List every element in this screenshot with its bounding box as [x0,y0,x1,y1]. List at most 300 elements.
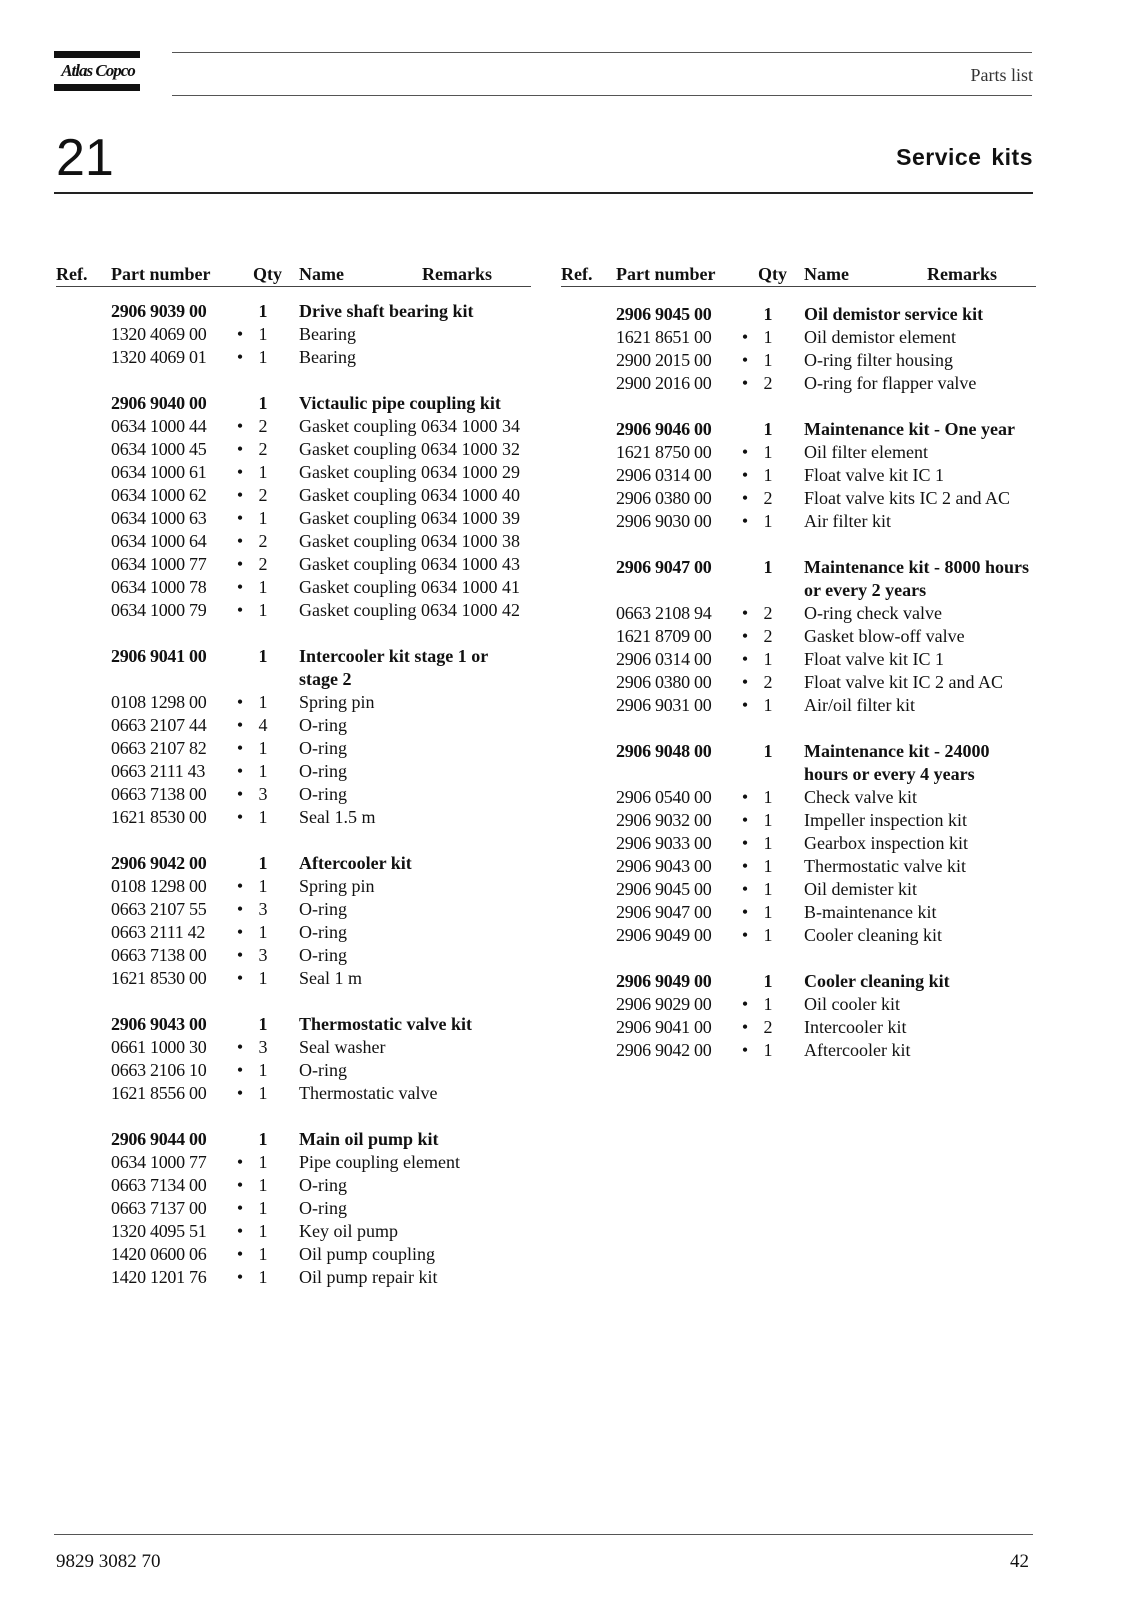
quantity: 1 [763,695,773,715]
header-remarks: Remarks [927,264,997,284]
part-number: 0663 2107 82 [111,738,207,758]
part-number: 2906 9032 00 [616,810,712,830]
kit-part-number: 2906 9045 00 [616,304,712,324]
part-name: Pipe coupling element [299,1152,460,1172]
part-number: 2900 2015 00 [616,350,712,370]
kit-header-row [56,1128,531,1151]
header-ref: Ref. [56,264,88,284]
part-name: Float valve kits IC 2 and AC [804,488,1010,508]
part-number: 2906 9049 00 [616,925,712,945]
kit-name: Maintenance kit - One year [804,419,1015,439]
part-name: Spring pin [299,876,375,896]
quantity: 1 [763,465,773,485]
part-number: 1420 1201 76 [111,1267,207,1287]
table-row [561,1016,1036,1039]
quantity: 1 [258,1152,268,1172]
part-name: Gasket coupling 0634 1000 39 [299,508,520,528]
kit-part-number: 2906 9044 00 [111,1129,207,1149]
kit-qty: 1 [258,646,268,666]
logo-bar-bottom [54,84,140,91]
bullet-icon: • [236,324,244,344]
part-name: Aftercooler kit [804,1040,911,1060]
quantity: 4 [258,715,268,735]
table-row [56,783,531,806]
bullet-icon: • [236,554,244,574]
logo-text: Atlas Copco [61,61,135,80]
part-name: O-ring [299,738,347,758]
part-name: Spring pin [299,692,375,712]
table-row [561,878,1036,901]
bullet-icon: • [236,1037,244,1057]
bullet-icon: • [741,695,749,715]
quantity: 2 [258,416,268,436]
table-row [561,1039,1036,1062]
part-name: O-ring [299,1060,347,1080]
quantity: 2 [258,485,268,505]
bullet-icon: • [236,807,244,827]
bullet-icon: • [236,577,244,597]
part-number: 2906 9042 00 [616,1040,712,1060]
quantity: 1 [258,1060,268,1080]
quantity: 1 [258,692,268,712]
part-number: 0634 1000 44 [111,416,207,436]
part-number: 0634 1000 77 [111,1152,207,1172]
table-header [561,262,1036,287]
quantity: 1 [258,600,268,620]
bullet-icon: • [236,784,244,804]
part-number: 2900 2016 00 [616,373,712,393]
kit-name: Maintenance kit - 8000 hours or every 2 years [804,557,1029,600]
bullet-icon: • [236,439,244,459]
parts-table-left [56,262,531,1312]
part-name: O-ring [299,784,347,804]
kit-group [56,300,531,369]
part-name: Key oil pump [299,1221,398,1241]
part-name: Gasket coupling 0634 1000 38 [299,531,520,551]
part-name: O-ring [299,1198,347,1218]
kit-list-left [56,300,531,1289]
kit-name: Oil demistor service kit [804,304,984,324]
part-number: 1320 4069 00 [111,324,207,344]
table-row [56,1174,531,1197]
title-rule [54,192,1033,194]
table-row [56,737,531,760]
section-label: Parts list [970,65,1033,85]
kit-qty: 1 [258,1129,268,1149]
bullet-icon: • [741,442,749,462]
table-row [56,1082,531,1105]
bullet-icon: • [741,603,749,623]
part-number: 0108 1298 00 [111,876,207,896]
kit-qty: 1 [258,853,268,873]
bullet-icon: • [741,511,749,531]
quantity: 1 [763,787,773,807]
kit-header-row [561,970,1036,993]
kit-part-number: 2906 9047 00 [616,557,712,577]
table-row [56,576,531,599]
part-name: Oil demistor element [804,327,956,347]
table-row [56,714,531,737]
table-row [56,760,531,783]
quantity: 1 [258,508,268,528]
bullet-icon: • [236,715,244,735]
part-name: Gearbox inspection kit [804,833,968,853]
table-row [56,875,531,898]
part-name: Gasket coupling 0634 1000 32 [299,439,520,459]
part-name: O-ring filter housing [804,350,953,370]
table-row [561,694,1036,717]
header-remarks: Remarks [422,264,492,284]
bullet-icon: • [741,787,749,807]
table-row [56,806,531,829]
kit-name: Aftercooler kit [299,853,412,873]
bullet-icon: • [741,649,749,669]
part-number: 2906 9043 00 [616,856,712,876]
bullet-icon: • [741,994,749,1014]
quantity: 2 [763,672,773,692]
table-row [56,1151,531,1174]
kit-part-number: 2906 9040 00 [111,393,207,413]
bullet-icon: • [741,1017,749,1037]
part-number: 0634 1000 64 [111,531,207,551]
bullet-icon: • [236,531,244,551]
table-row [56,1220,531,1243]
kit-part-number: 2906 9046 00 [616,419,712,439]
part-number: 1621 8651 00 [616,327,712,347]
part-number: 0634 1000 61 [111,462,207,482]
table-row [561,602,1036,625]
kit-qty: 1 [763,557,773,577]
table-row [56,1243,531,1266]
kit-part-number: 2906 9049 00 [616,971,712,991]
part-name: Cooler cleaning kit [804,925,942,945]
part-name: Oil cooler kit [804,994,900,1014]
chapter-title: Service kits [896,144,1033,170]
footer-rule [54,1534,1033,1535]
bullet-icon: • [236,738,244,758]
table-row [561,648,1036,671]
table-row [56,1197,531,1220]
table-row [561,464,1036,487]
kit-group [56,1128,531,1289]
kit-qty: 1 [258,301,268,321]
part-name: Float valve kit IC 1 [804,465,944,485]
table-row [561,855,1036,878]
kit-part-number: 2906 9048 00 [616,741,712,761]
part-name: O-ring [299,1175,347,1195]
part-number: 2906 9047 00 [616,902,712,922]
part-name: O-ring check valve [804,603,942,623]
part-number: 2906 9041 00 [616,1017,712,1037]
table-row [561,993,1036,1016]
part-number: 0634 1000 77 [111,554,207,574]
part-name: Float valve kit IC 1 [804,649,944,669]
bullet-icon: • [741,672,749,692]
table-row [56,415,531,438]
kit-name: Cooler cleaning kit [804,971,950,991]
kit-group [561,556,1036,717]
table-row [56,1059,531,1082]
part-number: 1621 8530 00 [111,968,207,988]
bullet-icon: • [741,925,749,945]
part-name: Air/oil filter kit [804,695,915,715]
quantity: 1 [763,511,773,531]
table-row [561,349,1036,372]
kit-part-number: 2906 9042 00 [111,853,207,873]
kit-name: Victaulic pipe coupling kit [299,393,501,413]
bullet-icon: • [236,1175,244,1195]
part-name: Oil pump repair kit [299,1267,438,1287]
part-number: 0663 2107 44 [111,715,207,735]
header-qty: Qty [253,264,282,284]
table-row [561,924,1036,947]
quantity: 1 [763,1040,773,1060]
kit-group [56,392,531,622]
part-name: Intercooler kit [804,1017,907,1037]
kit-header-row [561,303,1036,326]
part-number: 0663 7137 00 [111,1198,207,1218]
part-number: 2906 0380 00 [616,672,712,692]
kit-qty: 1 [763,741,773,761]
bullet-icon: • [236,462,244,482]
part-number: 1621 8530 00 [111,807,207,827]
bullet-icon: • [741,810,749,830]
part-name: Gasket coupling 0634 1000 29 [299,462,520,482]
table-row [561,901,1036,924]
table-row [561,809,1036,832]
bullet-icon: • [236,485,244,505]
part-name: O-ring [299,715,347,735]
quantity: 1 [258,1244,268,1264]
part-number: 1420 0600 06 [111,1244,207,1264]
kit-group [561,418,1036,533]
quantity: 2 [763,488,773,508]
quantity: 1 [258,968,268,988]
quantity: 2 [258,531,268,551]
bullet-icon: • [236,347,244,367]
table-header [56,262,531,287]
atlas-copco-logo [54,51,140,93]
part-name: Gasket coupling 0634 1000 34 [299,416,520,436]
table-row [56,599,531,622]
part-name: O-ring [299,899,347,919]
bullet-icon: • [236,876,244,896]
quantity: 1 [258,922,268,942]
bullet-icon: • [741,833,749,853]
table-row [56,1036,531,1059]
bullet-icon: • [741,879,749,899]
table-row [561,832,1036,855]
table-row [561,487,1036,510]
part-name: Gasket coupling 0634 1000 43 [299,554,520,574]
quantity: 3 [258,784,268,804]
part-name: Gasket blow-off valve [804,626,965,646]
part-number: 0634 1000 79 [111,600,207,620]
table-row [56,921,531,944]
part-name: Bearing [299,347,356,367]
table-row [561,625,1036,648]
bullet-icon: • [236,899,244,919]
part-number: 0634 1000 45 [111,439,207,459]
part-name: Seal washer [299,1037,386,1057]
part-number: 1621 8750 00 [616,442,712,462]
bullet-icon: • [236,416,244,436]
quantity: 1 [258,876,268,896]
part-name: Gasket coupling 0634 1000 41 [299,577,520,597]
quantity: 1 [763,350,773,370]
table-row [561,326,1036,349]
quantity: 1 [258,1198,268,1218]
part-number: 2906 9030 00 [616,511,712,531]
kit-name: Maintenance kit - 24000 hours or every 4 years [804,741,990,784]
part-name: Impeller inspection kit [804,810,967,830]
quantity: 1 [258,1175,268,1195]
kit-qty: 1 [763,304,773,324]
kit-header-row [56,1013,531,1036]
kit-header-row [56,645,531,691]
kit-group [561,740,1036,947]
table-row [56,507,531,530]
quantity: 1 [763,649,773,669]
table-row [56,438,531,461]
table-row [56,1266,531,1289]
part-number: 0663 2111 42 [111,922,206,942]
header-rule-bottom [172,95,1032,96]
part-name: O-ring [299,761,347,781]
kit-part-number: 2906 9041 00 [111,646,207,666]
part-number: 1320 4069 01 [111,347,207,367]
quantity: 2 [763,1017,773,1037]
part-number: 2906 0314 00 [616,465,712,485]
quantity: 2 [763,373,773,393]
table-row [561,372,1036,395]
table-row [56,323,531,346]
quantity: 2 [763,603,773,623]
part-name: O-ring [299,945,347,965]
page-number: 42 [1010,1551,1029,1572]
table-row [56,944,531,967]
part-number: 0634 1000 78 [111,577,207,597]
part-name: O-ring for flapper valve [804,373,977,393]
quantity: 1 [258,761,268,781]
part-name: Oil pump coupling [299,1244,435,1264]
kit-name: Drive shaft bearing kit [299,301,474,321]
quantity: 1 [763,994,773,1014]
parts-table-right [561,262,1036,1085]
quantity: 1 [763,879,773,899]
chapter-number: 21 [56,129,114,187]
table-row [56,967,531,990]
part-number: 0663 7138 00 [111,784,207,804]
part-name: Bearing [299,324,356,344]
quantity: 1 [763,833,773,853]
part-name: Thermostatic valve [299,1083,438,1103]
kit-group [56,852,531,990]
kit-header-row [561,418,1036,441]
kit-header-row [56,392,531,415]
part-number: 1320 4095 51 [111,1221,207,1241]
part-number: 0663 7138 00 [111,945,207,965]
table-row [56,530,531,553]
part-number: 2906 9031 00 [616,695,712,715]
table-row [56,691,531,714]
table-row [561,671,1036,694]
part-name: Oil filter element [804,442,928,462]
kit-part-number: 2906 9039 00 [111,301,207,321]
table-row [56,346,531,369]
quantity: 1 [763,442,773,462]
bullet-icon: • [236,1198,244,1218]
quantity: 1 [763,902,773,922]
quantity: 2 [763,626,773,646]
kit-header-row [561,740,1036,786]
bullet-icon: • [741,488,749,508]
bullet-icon: • [236,692,244,712]
quantity: 1 [258,1221,268,1241]
quantity: 1 [763,925,773,945]
part-number: 0663 7134 00 [111,1175,207,1195]
part-name: Gasket coupling 0634 1000 40 [299,485,520,505]
part-number: 0663 2106 10 [111,1060,207,1080]
quantity: 1 [258,1083,268,1103]
kit-list-right [561,303,1036,1062]
kit-group [56,645,531,829]
bullet-icon: • [741,327,749,347]
kit-name: Thermostatic valve kit [299,1014,472,1034]
kit-qty: 1 [258,393,268,413]
part-number: 2906 0314 00 [616,649,712,669]
header-qty: Qty [758,264,787,284]
part-name: Gasket coupling 0634 1000 42 [299,600,520,620]
bullet-icon: • [236,1267,244,1287]
part-number: 2906 9029 00 [616,994,712,1014]
kit-name: Intercooler kit stage 1 or stage 2 [299,646,488,689]
part-number: 0634 1000 62 [111,485,207,505]
quantity: 1 [258,462,268,482]
quantity: 1 [258,1267,268,1287]
kit-group [56,1013,531,1105]
part-number: 0634 1000 63 [111,508,207,528]
quantity: 1 [258,577,268,597]
table-row [56,461,531,484]
bullet-icon: • [236,761,244,781]
part-number: 0661 1000 30 [111,1037,207,1057]
header-name: Name [804,264,849,284]
kit-header-row [56,852,531,875]
quantity: 1 [258,324,268,344]
bullet-icon: • [741,1040,749,1060]
quantity: 1 [763,856,773,876]
header-part-number: Part number [111,264,211,284]
bullet-icon: • [741,902,749,922]
bullet-icon: • [236,945,244,965]
bullet-icon: • [236,1083,244,1103]
bullet-icon: • [741,465,749,485]
part-number: 2906 9033 00 [616,833,712,853]
bullet-icon: • [741,373,749,393]
part-number: 0108 1298 00 [111,692,207,712]
part-name: B-maintenance kit [804,902,937,922]
bullet-icon: • [236,1152,244,1172]
table-row [56,898,531,921]
part-name: O-ring [299,922,347,942]
part-name: Thermostatic valve kit [804,856,966,876]
bullet-icon: • [236,600,244,620]
part-number: 2906 0540 00 [616,787,712,807]
kit-qty: 1 [763,419,773,439]
part-name: Seal 1.5 m [299,807,376,827]
part-number: 1621 8556 00 [111,1083,207,1103]
